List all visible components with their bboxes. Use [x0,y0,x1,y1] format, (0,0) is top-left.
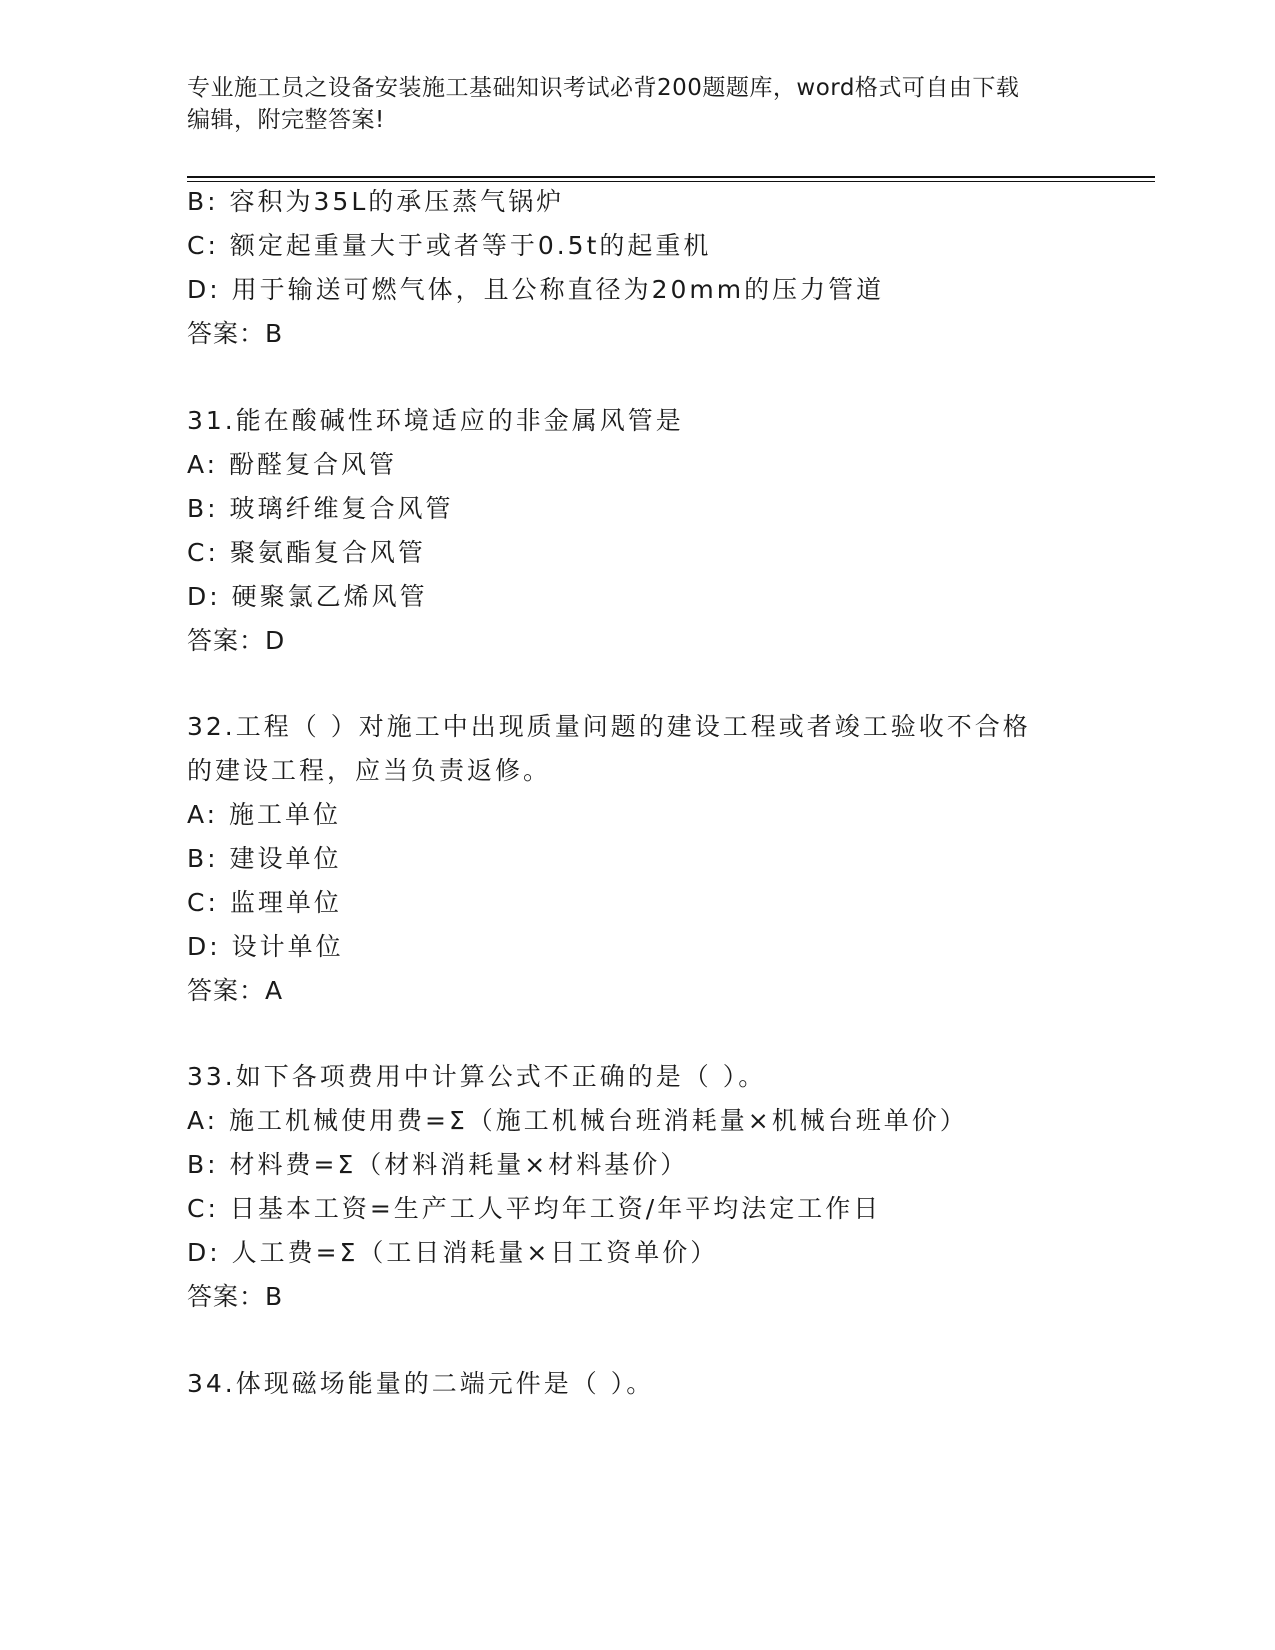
q31-option-d: D: 硬聚氯乙烯风管 [187,582,428,611]
q30-option-b: B: 容积为35L的承压蒸气锅炉 [187,187,565,216]
header-line-1: 专业施工员之设备安装施工基础知识考试必背200题题库，word格式可自由下载 [187,75,1020,101]
q32-question-line-1: 32.工程（ ）对施工中出现质量问题的建设工程或者竣工验收不合格 [187,712,1031,741]
q33-question: 33.如下各项费用中计算公式不正确的是（ ）。 [187,1062,767,1091]
q32-question-line-2: 的建设工程，应当负责返修。 [187,756,552,785]
document-header [187,72,1067,136]
q31-option-c: C: 聚氨酯复合风管 [187,538,426,567]
q31-question: 31.能在酸碱性环境适应的非金属风管是 [187,406,684,435]
q33-option-c: C: 日基本工资=生产工人平均年工资/年平均法定工作日 [187,1194,882,1223]
q31-option-a: A: 酚醛复合风管 [187,450,398,479]
q31-answer: 答案：D [187,626,286,655]
header-rule-thick [187,176,1155,178]
header-rule-thin [187,181,1155,182]
q30-option-d: D: 用于输送可燃气体，且公称直径为20mm的压力管道 [187,275,885,304]
header-line-2: 编辑，附完整答案! [187,107,385,133]
q32-option-d: D: 设计单位 [187,932,344,961]
q33-option-b: B: 材料费=Σ（材料消耗量×材料基价） [187,1150,689,1179]
q33-option-d: D: 人工费=Σ（工日消耗量×日工资单价） [187,1238,719,1267]
q32-option-b: B: 建设单位 [187,844,342,873]
q31-option-b: B: 玻璃纤维复合风管 [187,494,454,523]
q32-option-a: A: 施工单位 [187,800,342,829]
q32-option-c: C: 监理单位 [187,888,342,917]
q32-answer: 答案：A [187,976,284,1005]
q30-option-c: C: 额定起重量大于或者等于0.5t的起重机 [187,231,712,260]
q34-question: 34.体现磁场能量的二端元件是（ ）。 [187,1369,655,1398]
q33-option-a: A: 施工机械使用费=Σ（施工机械台班消耗量×机械台班单价） [187,1106,968,1135]
q30-answer: 答案：B [187,319,284,348]
q33-answer: 答案：B [187,1282,284,1311]
